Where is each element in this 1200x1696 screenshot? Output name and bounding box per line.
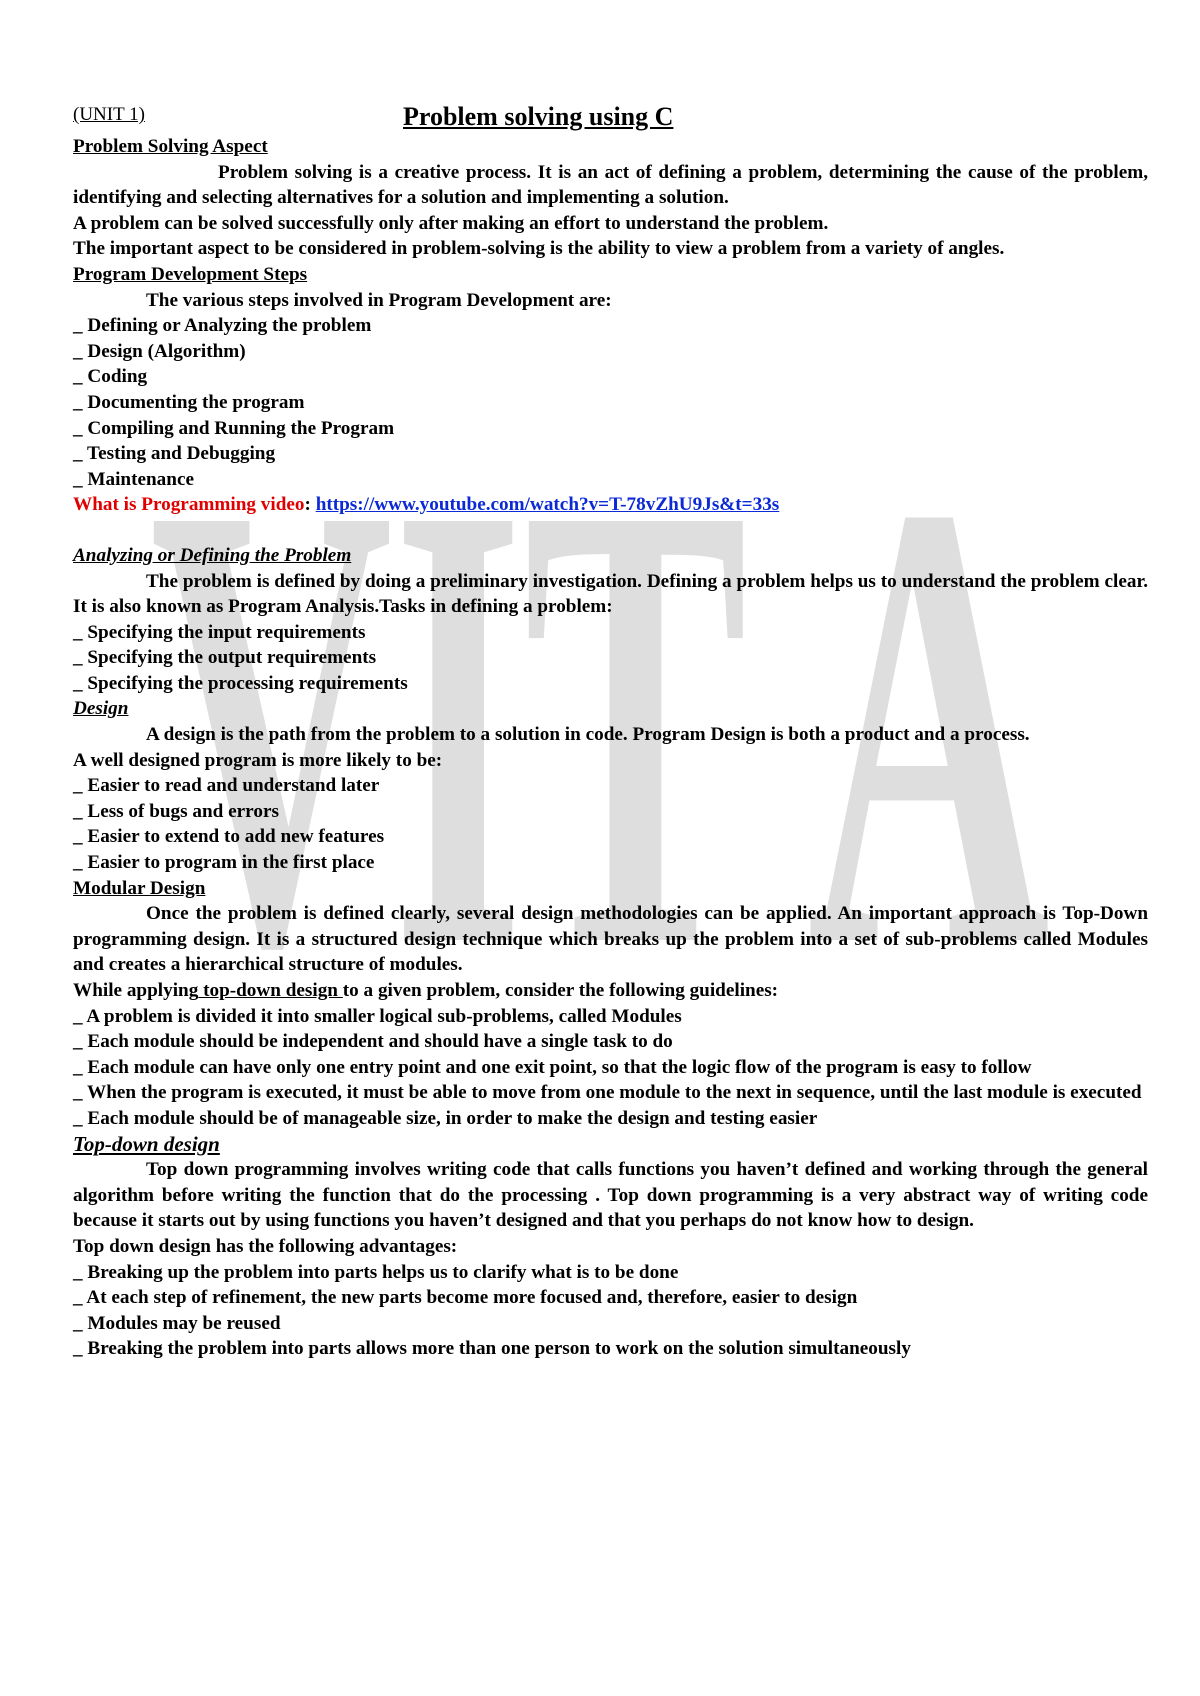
spacer	[73, 518, 1148, 543]
guide-underlined: top-down design	[198, 980, 343, 1001]
watermark-text: VIT A	[150, 440, 1050, 1020]
list-item: _ Easier to program in the first place	[73, 852, 375, 874]
list-item: _ Easier to read and understand later	[73, 775, 380, 797]
paragraph: Once the problem is defined clearly, several design methodologies can be applied. An important approach is Top-Down programming design. It is a structured design technique which breaks up the problem into a set of sub-problems called Modules and creates a hierarchical structure of modules.	[73, 903, 1148, 976]
heading-modular-design: Modular Design	[73, 877, 206, 899]
list-item: _ Easier to extend to add new features	[73, 826, 385, 848]
list-item: _ Each module should be independent and should have a single task to do	[73, 1031, 673, 1053]
list-item: _ Less of bugs and errors	[73, 800, 279, 822]
list-item: _ Modules may be reused	[73, 1312, 281, 1334]
paragraph: Top down design has the following advantages:	[73, 1235, 458, 1257]
list-item: _ Each module should be of manageable size, in order to make the design and testing easier	[73, 1107, 818, 1129]
guide-pre: While applying	[73, 980, 199, 1001]
video-link[interactable]: https://www.youtube.com/watch?v=T-78vZhU9Js&t=33s	[315, 494, 780, 516]
page-title: Problem solving using C	[403, 102, 674, 132]
list-item: _ Design (Algorithm)	[73, 340, 246, 362]
heading-top-down-design: Top-down design	[73, 1131, 220, 1156]
guide-post: to a given problem, consider the following guidelines:	[342, 980, 779, 1001]
paragraph: The important aspect to be considered in problem-solving is the ability to view a problem from a variety of angles.	[73, 238, 1005, 260]
guidelines-intro	[73, 978, 1148, 1004]
heading-problem-solving: Problem Solving Aspect	[73, 136, 268, 157]
paragraph: Top down programming involves writing code that calls functions you haven’t defined and working through the general algorithm before writing the function that do the processing . Top down programming is a very abstract way of writing code because it starts out by using functions you haven’t designed and that you perhaps do not know how to design.	[73, 1159, 1148, 1232]
list-item: _ When the program is executed, it must be able to move from one module to the next in sequence, until the last module is executed	[73, 1082, 1142, 1104]
paragraph: The various steps involved in Program Development are:	[146, 289, 612, 311]
list-item: _ At each step of refinement, the new parts become more focused and, therefore, easier to design	[73, 1287, 858, 1309]
video-colon: :	[304, 494, 311, 516]
paragraph: The problem is defined by doing a preliminary investigation. Defining a problem helps us to understand the problem clear. It is also known as Program Analysis.Tasks in defining a problem:	[73, 570, 1148, 618]
paragraph: A well designed program is more likely to be:	[73, 749, 443, 771]
header	[73, 96, 1148, 134]
video-label: What is Programming video	[73, 494, 305, 516]
list-item: _ Specifying the output requirements	[73, 647, 377, 669]
heading-design: Design	[73, 698, 129, 720]
heading-analyzing: Analyzing or Defining the Problem	[73, 544, 352, 566]
list-item: _ Coding	[73, 366, 148, 388]
list-item: _ Each module can have only one entry point and one exit point, so that the logic flow of the program is easy to follow	[73, 1056, 1032, 1078]
paragraph: A problem can be solved successfully only after making an effort to understand the problem.	[73, 212, 829, 234]
paragraph: A design is the path from the problem to a solution in code. Program Design is both a product and a process.	[146, 724, 1030, 746]
list-item: _ Documenting the program	[73, 391, 305, 413]
paragraph: Problem solving is a creative process. It is an act of defining a problem, determining the cause of the problem, identifying and selecting alternatives for a solution and implementing a solution.	[73, 161, 1148, 209]
list-item: _ Specifying the input requirements	[73, 621, 366, 643]
list-item: _ Breaking the problem into parts allows more than one person to work on the solution simultaneously	[73, 1338, 911, 1360]
list-item: _ Maintenance	[73, 468, 194, 490]
list-item: _ Breaking up the problem into parts helps us to clarify what is to be done	[73, 1261, 679, 1283]
heading-program-development: Program Development Steps	[73, 263, 308, 285]
list-item: _ Specifying the processing requirements	[73, 672, 408, 694]
list-item: _ Defining or Analyzing the problem	[73, 315, 372, 337]
unit-label: (UNIT 1)	[73, 104, 145, 126]
list-item: _ Testing and Debugging	[73, 443, 276, 465]
list-item: _ Compiling and Running the Program	[73, 417, 395, 439]
video-line	[73, 492, 1148, 518]
list-item: _ A problem is divided it into smaller logical sub-problems, called Modules	[73, 1005, 682, 1027]
